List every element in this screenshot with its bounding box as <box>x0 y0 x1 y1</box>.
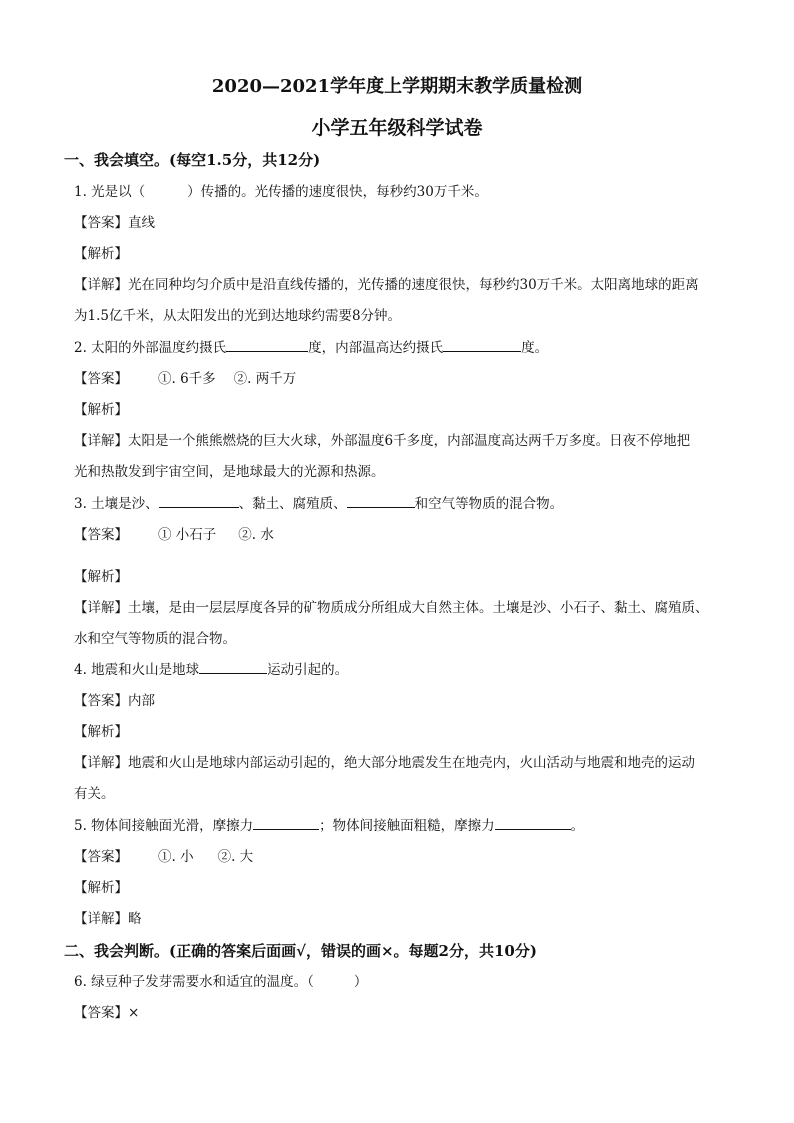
answer-6-value: × <box>128 1005 140 1021</box>
detail-4-line-1 <box>74 753 695 773</box>
answer-3-part-1: ① 小石子 <box>158 527 217 543</box>
question-4-text-end: 运动引起的。 <box>267 662 349 678</box>
question-1 <box>74 182 488 202</box>
answer-label: 【答案】 <box>74 849 128 865</box>
detail-label: 【详解】 <box>74 911 128 927</box>
question-4 <box>74 660 348 680</box>
section-heading-true-false: 二、我会判断。(正确的答案后面画√，错误的画×。每题2分，共10分) <box>64 942 537 960</box>
answer-3-part-2: ②. 水 <box>238 527 274 543</box>
detail-label: 【详解】 <box>74 600 128 616</box>
answer-blank <box>226 338 308 352</box>
question-6 <box>74 972 367 992</box>
answer-blank <box>199 660 267 674</box>
question-2-text-mid: 度，内部温高达约摄氏 <box>308 340 444 356</box>
answer-blank <box>347 494 415 508</box>
answer-5 <box>74 847 253 867</box>
detail-5-text: 略 <box>128 911 142 927</box>
question-6-text-end: ） <box>353 974 368 990</box>
answer-blank <box>495 816 571 830</box>
question-1-text-start: 1. 光是以（ <box>74 184 146 200</box>
answer-4 <box>74 691 155 711</box>
answer-label: 【答案】 <box>74 371 128 387</box>
exam-subtitle: 小学五年级科学试卷 <box>311 117 483 139</box>
detail-4-line-2: 有关。 <box>74 786 115 802</box>
detail-4-text: 地震和火山是地球内部运动引起的，绝大部分地震发生在地壳内，火山活动与地震和地壳的运动 <box>128 755 695 771</box>
answer-label: 【答案】 <box>74 215 128 231</box>
detail-1-line-2: 为1.5亿千米，从太阳发出的光到达地球约需要8分钟。 <box>74 308 402 324</box>
analysis-3: 【解析】 <box>74 569 128 585</box>
detail-2-text: 太阳是一个熊熊燃烧的巨大火球，外部温度6千多度，内部温度高达两千万多度。日夜不停地把 <box>128 433 691 449</box>
question-3-text-mid: 、黏土、腐殖质、 <box>238 496 347 512</box>
analysis-1: 【解析】 <box>74 246 128 262</box>
answer-1 <box>74 213 155 233</box>
question-2-text-start: 2. 太阳的外部温度约摄氏 <box>74 340 227 356</box>
answer-2 <box>74 369 296 389</box>
answer-label: 【答案】 <box>74 693 128 709</box>
answer-label: 【答案】 <box>74 527 128 543</box>
answer-1-value: 直线 <box>128 215 155 231</box>
detail-label: 【详解】 <box>74 277 128 293</box>
detail-5 <box>74 909 142 929</box>
question-3-text-end: 和空气等物质的混合物。 <box>414 496 564 512</box>
answer-blank <box>253 816 319 830</box>
question-1-text-end: ）传播的。光传播的速度很快，每秒约30万千米。 <box>187 184 488 200</box>
question-3-text-start: 3. 土壤是沙、 <box>74 496 159 512</box>
analysis-4: 【解析】 <box>74 724 128 740</box>
detail-2-line-1 <box>74 431 690 451</box>
analysis-2: 【解析】 <box>74 402 128 418</box>
answer-4-value: 内部 <box>128 693 155 709</box>
answer-5-part-2: ②. 大 <box>217 849 254 865</box>
answer-5-part-1: ①. 小 <box>158 849 194 865</box>
answer-2-part-1: ①. 6千多 <box>158 371 216 387</box>
answer-2-part-2: ②. 两千万 <box>233 371 297 387</box>
question-2-text-end: 度。 <box>521 340 549 356</box>
question-5-text-end: 。 <box>570 818 585 834</box>
answer-label: 【答案】 <box>74 1005 128 1021</box>
section-heading-fill-in: 一、我会填空。(每空1.5分，共12分) <box>64 151 321 169</box>
answer-3 <box>74 525 274 545</box>
detail-label: 【详解】 <box>74 755 128 771</box>
detail-2-line-2: 光和热散发到宇宙空间，是地球最大的光源和热源。 <box>74 464 385 480</box>
question-5-text-mid: ；物体间接触面粗糙，摩擦力 <box>319 818 495 834</box>
question-2 <box>74 338 548 358</box>
question-5 <box>74 816 584 836</box>
detail-3-line-1 <box>74 598 709 618</box>
analysis-5: 【解析】 <box>74 880 128 896</box>
detail-1-text: 光在同种均匀介质中是沿直线传播的，光传播的速度很快，每秒约30万千米。太阳离地球的距离 <box>128 277 699 293</box>
detail-3-text: 土壤，是由一层层厚度各异的矿物质成分所组成大自然主体。土壤是沙、小石子、黏土、腐殖质、 <box>128 600 709 616</box>
answer-6 <box>74 1003 139 1023</box>
detail-1-line-1 <box>74 275 699 295</box>
question-4-text-start: 4. 地震和火山是地球 <box>74 662 200 678</box>
exam-title: 2020—2021学年度上学期期末教学质量检测 <box>211 76 583 97</box>
answer-blank <box>159 494 239 508</box>
question-5-text-start: 5. 物体间接触面光滑，摩擦力 <box>74 818 254 834</box>
question-3 <box>74 494 563 514</box>
detail-3-line-2: 水和空气等物质的混合物。 <box>74 631 236 647</box>
detail-label: 【详解】 <box>74 433 128 449</box>
question-6-text-start: 6. 绿豆种子发芽需要水和适宜的温度。（ <box>74 974 314 990</box>
answer-blank <box>443 338 521 352</box>
